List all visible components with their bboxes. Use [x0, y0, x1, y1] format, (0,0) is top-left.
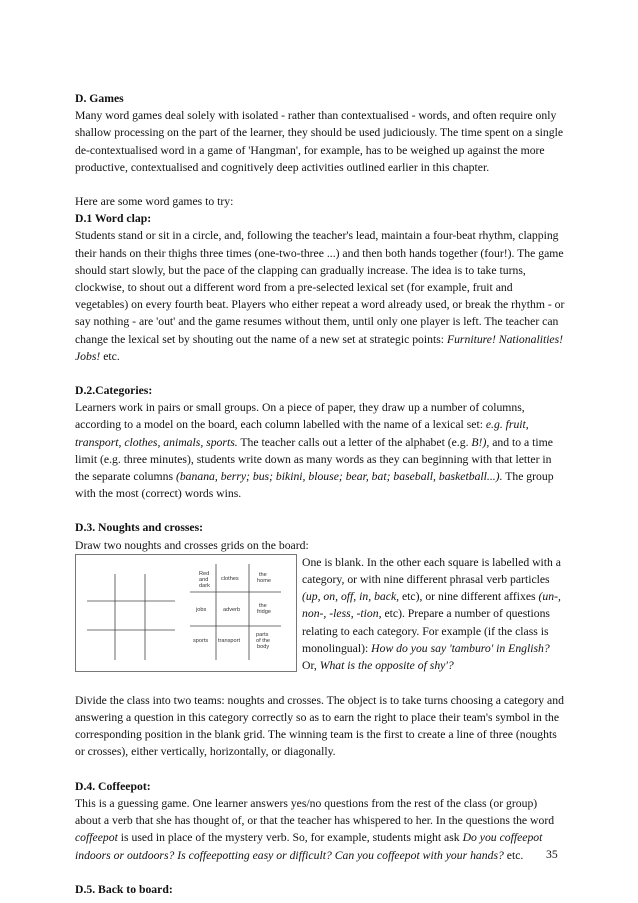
noughts-figure-row: [75, 554, 565, 692]
categories-letter: B!),: [471, 435, 490, 449]
coffeepot-heading: D.4. Coffeepot:: [75, 779, 151, 793]
cell-body-2: of the: [256, 637, 270, 644]
categories-examples: (banana, berry; bus; bikini, blouse; bear, bat; baseball, basketball...).: [175, 470, 503, 484]
noughts-question-2: What is the opposite of shy'?: [319, 659, 454, 673]
noughts-or: Or,: [302, 659, 320, 673]
coffeepot-end: etc.: [503, 848, 524, 862]
cell-red-dark-2: and: [199, 576, 209, 583]
cell-body-3: body: [257, 643, 270, 650]
noughts-grids-figure: [75, 554, 297, 672]
cell-red-dark-3: dark: [199, 582, 210, 589]
noughts-text: Divide the class into two teams: noughts and crosses. The object is to take turns choosing a category and answering a question in this category correctly so as to earn the right to place their team's symbol in the corresponding position in the blank grid. The winning team is the first to create a line of three (noughts or crosses), either vertically, horizontally, or diagonally.: [75, 693, 564, 759]
coffeepot-text: [75, 795, 565, 864]
cell-fridge-2: fridge: [257, 608, 271, 615]
cell-red-dark-1: Red: [199, 570, 210, 577]
categories-body-4: The group with the most (correct) words wins.: [75, 470, 554, 501]
cell-clothes: clothes: [221, 575, 239, 582]
document-page: [75, 90, 565, 898]
noughts-intro: Draw two noughts and crosses grids on the board:: [75, 538, 309, 552]
word-clap-end: etc.: [100, 349, 120, 363]
back-to-board-heading: D.5. Back to board:: [75, 882, 173, 896]
categories-body-1: Learners work in pairs or small groups. On a piece of paper, they draw up a number of columns, according to a model on the board, each column labelled with the name of a lexical set:: [75, 401, 525, 432]
noughts-side-2: etc), or nine different affixes: [399, 590, 539, 604]
cell-home-1: the: [259, 571, 267, 578]
cell-adverb: adverb: [223, 606, 241, 613]
coffeepot-word: coffeepot: [75, 831, 118, 845]
categories-body-2: The teacher calls out a letter of the alphabet (e.g.: [237, 435, 472, 449]
noughts-affixes: (un-, non-, -less, -tion,: [302, 590, 561, 621]
word-clap-text: [75, 227, 565, 365]
cell-fridge-1: the: [259, 602, 267, 609]
word-clap-heading: D.1 Word clap:: [75, 212, 152, 226]
noughts-side-3: etc). Prepare a number of questions relating to each category. For example (if the class is monolingual):: [302, 607, 550, 655]
noughts-side-1: One is blank. In the other each square is labelled with a category, or with nine different phrasal verb particles: [302, 555, 561, 587]
categories-heading: D.2.Categories:: [75, 384, 153, 398]
cell-body-1: parts: [256, 631, 269, 638]
cell-sports: sports: [193, 637, 209, 644]
word-clap-body: Students stand or sit in a circle, and, following the teacher's lead, maintain a four-beat rhythm, clapping their hands on their thighs three times (one-two-three ...) and then both hands together (four!). The game should start slowly, but the pace of the clapping can gradually increase. The idea is to take turns, clockwise, to shout out a different word from a pre-selected lexical set (for example, fruit and vegetables) on every fourth beat. Players who either repeat a word already used, or break the rhythm - or say nothing - are 'out' and the game resumes without them, until only one player is left. The teacher can change the lexical set by shouting out the name of a new set at strategic points:: [75, 229, 565, 346]
try-line: Here are some word games to try:: [75, 195, 234, 209]
noughts-heading: D.3. Noughts and crosses:: [75, 521, 204, 535]
noughts-side-text: [302, 554, 564, 674]
coffeepot-examples: Do you coffeepot indoors or outdoors? Is coffeepotting easy or difficult? Can you coffeepot with your hands?: [75, 831, 543, 862]
noughts-question-1: How do you say 'tamburo' in English?: [371, 641, 550, 655]
page-number: 35: [546, 848, 558, 861]
noughts-grids-svg: [75, 554, 297, 672]
noughts-particles: (up, on, off, in, back,: [302, 590, 400, 604]
cell-transport: transport: [218, 637, 241, 644]
coffeepot-body-2: is used in place of the mystery verb. So, for example, students might ask: [117, 831, 463, 845]
cell-home-2: home: [257, 577, 271, 584]
cell-jobs: jobs: [196, 606, 207, 613]
categories-sets: e.g. fruit, transport, clothes, animals, sports.: [75, 418, 529, 449]
categories-body-3: and to a time limit (e.g. three minutes), students write down as many words as they can beginning with that letter in the separate columns: [75, 435, 553, 484]
word-clap-examples: Furniture! Nationalities! Jobs!: [75, 332, 564, 363]
games-intro: Many word games deal solely with isolated - rather than contextualised - words, and often require only shallow processing on the part of the learner, they should be used judiciously. The time spent on a single de-contextualised word in a game of 'Hangman', for example, has to be weighed up against the more productive, contextualised and cognitively deep activities outlined earlier in this chapter.: [75, 109, 564, 174]
coffeepot-body-1: This is a guessing game. One learner answers yes/no questions from the rest of the class (or group) about a verb that she has thought of, or that the teacher has whispered to her. In the questions the word: [75, 796, 555, 828]
games-heading: D. Games: [75, 92, 124, 105]
categories-text: [75, 399, 565, 502]
